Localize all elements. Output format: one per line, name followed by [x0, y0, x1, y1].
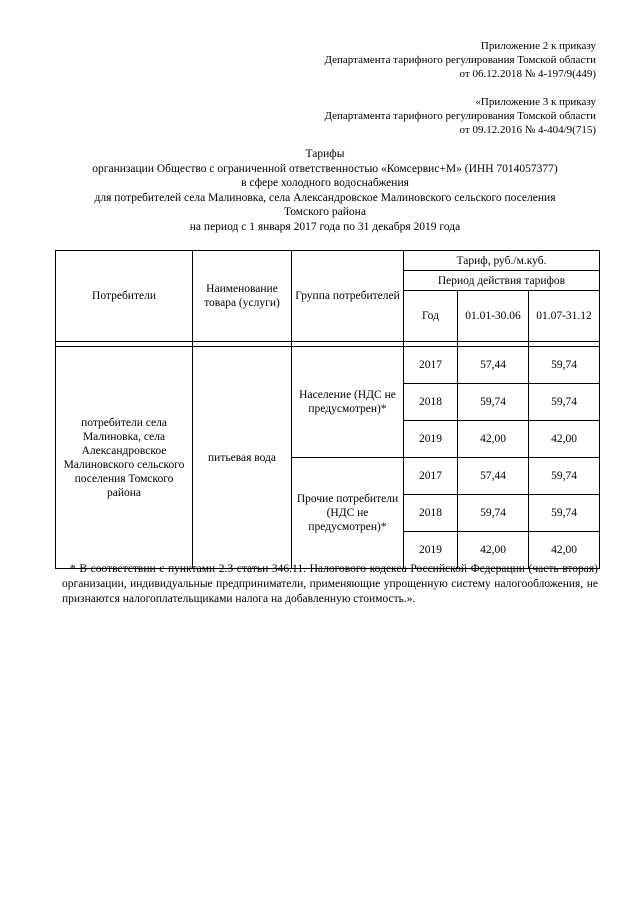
appendix-3-line2: Департамента тарифного регулирования Томской области	[324, 110, 596, 122]
title-line4: для потребителей села Малиновка, села Александровское Малиновского сельского поселения	[94, 191, 556, 204]
header-year: Год	[404, 291, 458, 342]
header-tariff: Тариф, руб./м.куб.	[404, 251, 600, 271]
year-cell: 2018	[404, 384, 458, 421]
tariff-cell: 59,74	[458, 495, 529, 532]
tariff-cell: 59,74	[529, 495, 600, 532]
table-row	[56, 347, 600, 384]
header-period: Период действия тарифов	[404, 271, 600, 291]
header-product: Наименование товара (услуги)	[193, 251, 292, 342]
header-group: Группа потребителей	[292, 251, 404, 342]
group-cell: Население (НДС не предусмотрен)*	[292, 347, 404, 458]
tariff-table	[55, 250, 600, 569]
header-half1: 01.01-30.06	[458, 291, 529, 342]
title-line5: Томского района	[284, 206, 366, 218]
appendix-3-line3: от 09.12.2016 № 4-404/9(715)	[459, 124, 596, 136]
tariff-cell: 42,00	[458, 421, 529, 458]
tariff-cell: 42,00	[529, 532, 600, 569]
title-line6: на период с 1 января 2017 года по 31 декабря 2019 года	[189, 220, 461, 233]
appendix-3-header	[324, 95, 596, 137]
appendix-3-line1: «Приложение 3 к приказу	[475, 96, 596, 108]
tariff-cell: 59,74	[529, 347, 600, 384]
footnote: * В соответствии с пунктами 2.3 статьи 346.11. Налогового кодекса Российской Федерации (часть вторая) организации, индивидуальные предприниматели, применяющие упрощенную систему налогообложения, не признаются налогоплательщиками налога на добавленную стоимость.».	[62, 563, 598, 605]
group-cell: Прочие потребители (НДС не предусмотрен)*	[292, 458, 404, 569]
appendix-2-header	[324, 39, 596, 81]
tariff-cell: 42,00	[529, 421, 600, 458]
document-title	[40, 147, 610, 234]
title-line1: Тарифы	[305, 148, 345, 160]
year-cell: 2019	[404, 421, 458, 458]
appendix-2-line2: Департамента тарифного регулирования Томской области	[324, 54, 596, 66]
tariff-cell: 59,74	[529, 384, 600, 421]
header-half2: 01.07-31.12	[529, 291, 600, 342]
tariff-cell: 57,44	[458, 347, 529, 384]
tariff-cell: 59,74	[529, 458, 600, 495]
year-cell: 2019	[404, 532, 458, 569]
appendix-2-line1: Приложение 2 к приказу	[480, 40, 596, 52]
header-consumers: Потребители	[56, 251, 193, 342]
title-line2: организации Общество с ограниченной ответственностью «Комсервис+М» (ИНН 7014057377)	[92, 162, 558, 175]
consumers-cell: потребители села Малиновка, села Александровское Малиновского сельского поселения Томского района	[56, 347, 193, 569]
year-cell: 2017	[404, 458, 458, 495]
title-line3: в сфере холодного водоснабжения	[241, 177, 409, 189]
tariff-cell: 42,00	[458, 532, 529, 569]
year-cell: 2018	[404, 495, 458, 532]
tariff-cell: 57,44	[458, 458, 529, 495]
appendix-2-line3: от 06.12.2018 № 4-197/9(449)	[459, 68, 596, 80]
product-cell: питьевая вода	[193, 347, 292, 569]
year-cell: 2017	[404, 347, 458, 384]
tariff-cell: 59,74	[458, 384, 529, 421]
